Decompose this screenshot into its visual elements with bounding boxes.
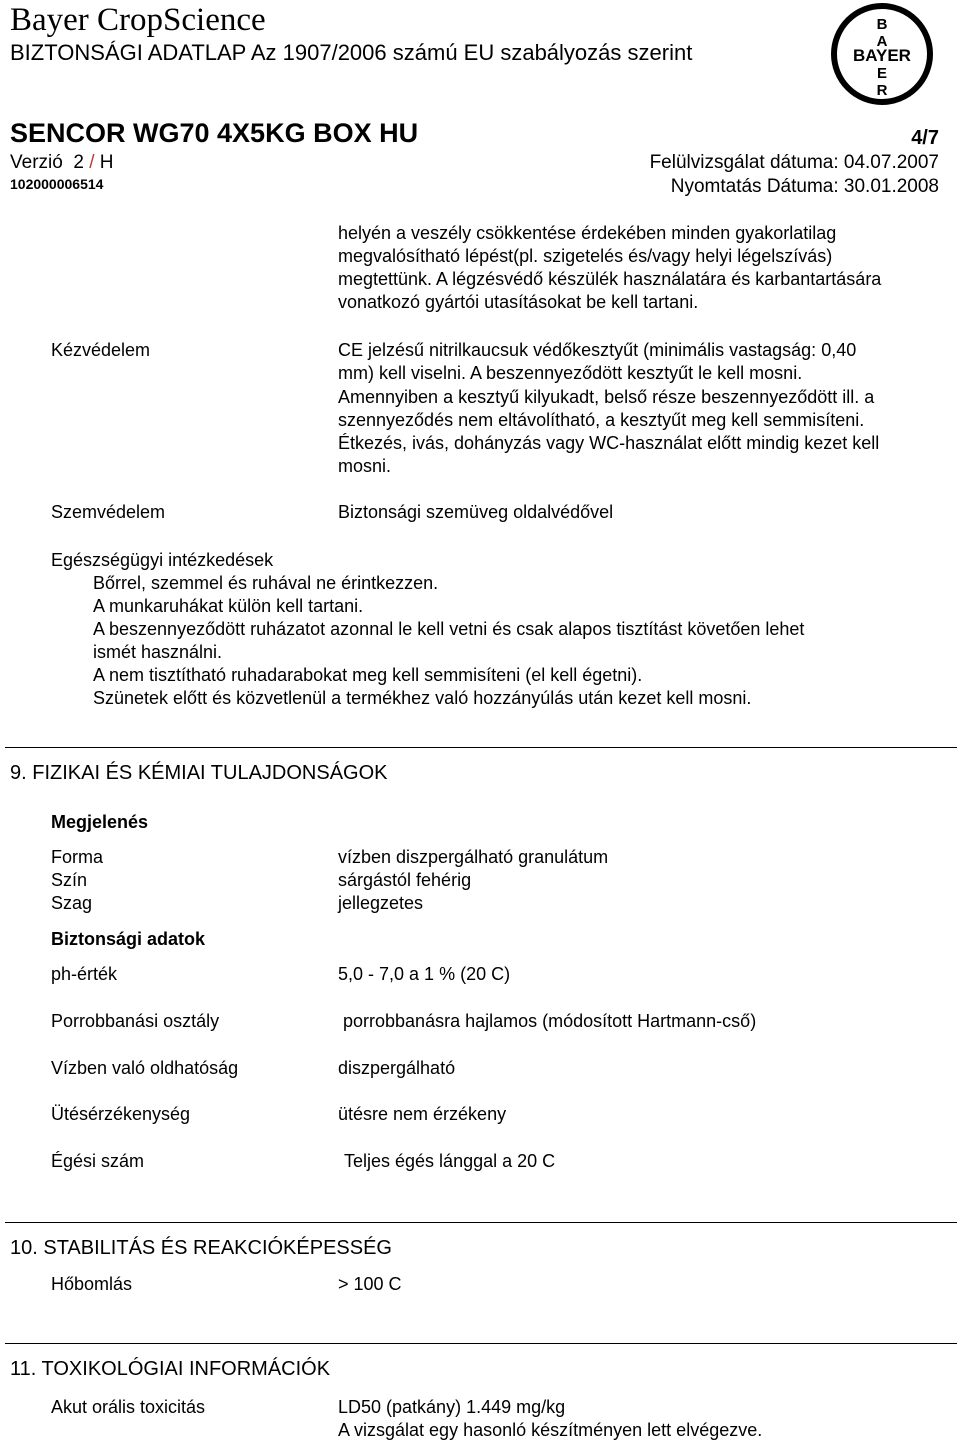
form-value: vízben diszpergálható granulátum [338,847,609,867]
decomposition-value: > 100 C [338,1274,402,1294]
section-9-title: 9. FIZIKAI ÉS KÉMIAI TULAJDONSÁGOK [10,762,388,784]
version-letter: H [99,152,114,173]
impact-sensitivity-label: Ütésérzékenység [51,1104,191,1124]
hygiene-title: Egészségügyi intézkedések [51,550,274,570]
section-divider [5,747,957,748]
hand-protection-line: Étkezés, ivás, dohányzás vagy WC-használat előtt mindig kezet kell [338,433,880,453]
hygiene-line: Szünetek előtt és közvetlenül a termékhez való hozzányúlás után kezet kell mosni. [93,688,752,708]
revision-date: Felülvizsgálat dátuma: 04.07.2007 [649,152,939,173]
version-prefix: Verzió [10,152,63,173]
respiratory-line: helyén a veszély csökkentése érdekében minden gyakorlatilag [338,223,837,243]
section-10-title: 10. STABILITÁS ÉS REAKCIÓKÉPESSÉG [10,1237,392,1259]
version [10,152,114,174]
acute-oral-toxicity-value: LD50 (patkány) 1.449 mg/kg [338,1397,566,1417]
acute-oral-toxicity-note: A vizsgálat egy hasonló készítményen lett elvégezve. [338,1420,763,1440]
hand-protection-line: mm) kell viselni. A beszennyeződött kesztyűt le kell mosni. [338,363,803,383]
logo-word-bayer: BAYER [853,46,911,65]
odor-value: jellegzetes [338,893,424,913]
color-label: Szín [51,870,88,890]
respiratory-line: megvalósítható lépést(pl. szigetelés és/vagy helyi légelszívás) [338,246,833,266]
ph-label: ph-érték [51,964,118,984]
eye-protection-value: Biztonsági szemüveg oldalvédővel [338,502,614,522]
document-code: 102000006514 [10,176,104,192]
decomposition-label: Hőbomlás [51,1274,133,1294]
respiratory-line: megtettünk. A légzésvédő készülék használatára és karbantartására [338,269,882,289]
logo-letter-b: B [876,16,888,33]
section-divider [5,1222,957,1223]
impact-sensitivity-value: ütésre nem érzékeny [338,1104,507,1124]
odor-label: Szag [51,893,93,913]
version-slash: / [89,152,95,173]
dust-explosion-value: porrobbanásra hajlamos (módosított Hartmann-cső) [343,1011,757,1031]
company-name: Bayer CropScience [10,2,266,38]
document-subtitle: BIZTONSÁGI ADATLAP Az 1907/2006 számú EU szabályozás szerint [10,40,693,65]
hygiene-line: Bőrrel, szemmel és ruhával ne érintkezzen. [93,573,439,593]
solubility-value: diszpergálható [338,1058,456,1078]
hand-protection-line: mosni. [338,456,392,476]
logo-letter-r: R [876,82,888,99]
hand-protection-label: Kézvédelem [51,340,151,360]
section-11-title: 11. TOXIKOLÓGIAI INFORMÁCIÓK [10,1358,331,1380]
burning-number-label: Égési szám [51,1151,145,1171]
dust-explosion-label: Porrobbanási osztály [51,1011,220,1031]
hygiene-line: A nem tisztítható ruhadarabokat meg kell semmisíteni (el kell égetni). [93,665,643,685]
print-date: Nyomtatás Dátuma: 30.01.2008 [670,176,939,197]
solubility-label: Vízben való oldhatóság [51,1058,239,1078]
respiratory-line: vonatkozó gyártói utasításokat be kell tartani. [338,292,699,312]
page-number: 4/7 [911,127,939,149]
bayer-logo [830,2,934,106]
logo-letter-e: E [876,65,888,82]
hand-protection-line: CE jelzésű nitrilkaucsuk védőkesztyűt (minimális vastagság: 0,40 [338,340,857,360]
acute-oral-toxicity-label: Akut orális toxicitás [51,1397,206,1417]
hygiene-line: A beszennyeződött ruházatot azonnal le kell vetni és csak alapos tisztítást követően lehet [93,619,805,639]
eye-protection-label: Szemvédelem [51,502,166,522]
section-divider [5,1343,957,1344]
hygiene-line: A munkaruhákat külön kell tartani. [93,596,364,616]
version-number: 2 [73,152,84,173]
safety-data-title: Biztonsági adatok [51,929,206,949]
form-label: Forma [51,847,104,867]
ph-value: 5,0 - 7,0 a 1 % (20 C) [338,964,511,984]
logo-letter-a: A [876,33,888,50]
product-name: SENCOR WG70 4X5KG BOX HU [10,118,419,148]
appearance-title: Megjelenés [51,812,149,832]
color-value: sárgástól fehérig [338,870,472,890]
hand-protection-line: Amennyiben a kesztyű kilyukadt, belső része beszennyeződött ill. a [338,387,875,407]
hand-protection-line: szennyeződés nem eltávolítható, a kesztyűt meg kell semmisíteni. [338,410,865,430]
burning-number-value: Teljes égés lánggal a 20 C [344,1151,556,1171]
hygiene-line: ismét használni. [93,642,223,662]
